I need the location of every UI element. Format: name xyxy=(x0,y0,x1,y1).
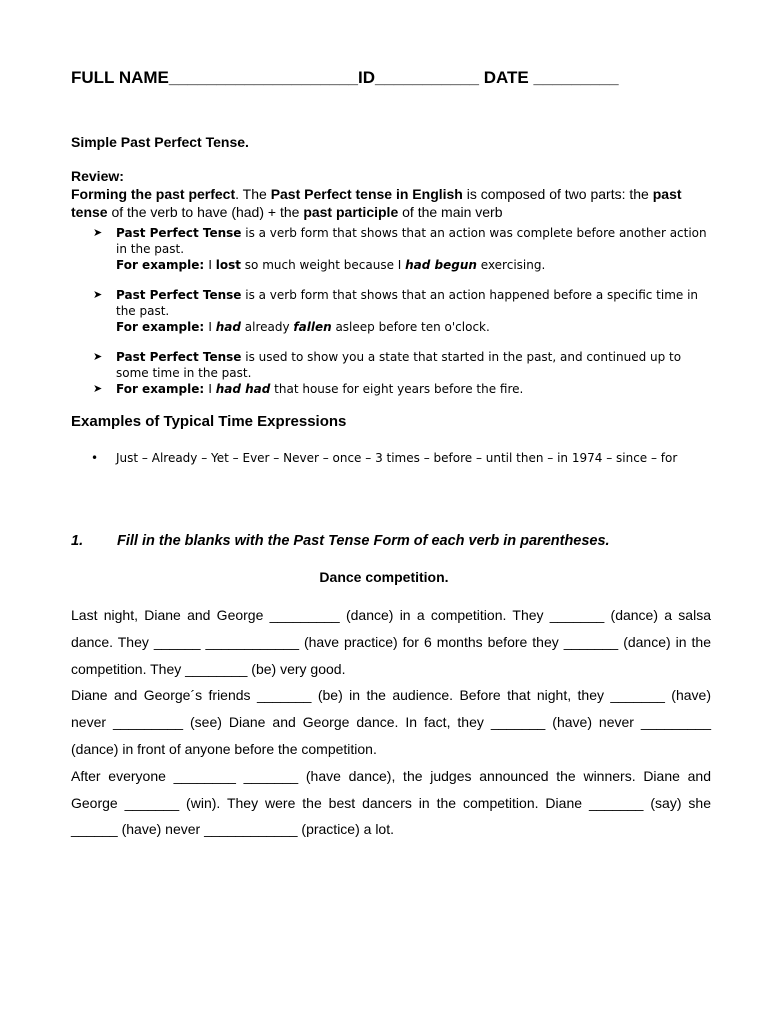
arrowhead-bullet-icon: ➤ xyxy=(93,226,103,239)
arrowhead-bullet-icon: ➤ xyxy=(93,288,103,301)
text-run: of the verb to have (had) + the xyxy=(107,204,304,220)
rule-item xyxy=(71,381,716,397)
rule-line xyxy=(116,287,716,319)
text-run: I xyxy=(208,258,216,272)
text-run: exercising. xyxy=(476,258,546,272)
text-run: I xyxy=(208,320,216,334)
lesson-title: Simple Past Perfect Tense. xyxy=(71,134,249,150)
text-run: already xyxy=(240,320,294,334)
text-run: Past Perfect Tense xyxy=(116,288,242,302)
text-run: had begun xyxy=(405,258,477,272)
text-run: . The xyxy=(235,186,271,202)
text-run: of the main verb xyxy=(398,204,503,220)
text-run: Past Perfect tense in English xyxy=(270,186,463,202)
text-run: is used to show you a state that started in the past, and continued up to some time in the past. xyxy=(116,350,682,380)
text-run: so much weight because I xyxy=(240,258,406,272)
text-run: had xyxy=(215,320,241,334)
id-field: ID___________ xyxy=(358,68,480,87)
review-intro xyxy=(71,185,711,221)
text-run: For example: xyxy=(116,258,209,272)
review-label: Review: xyxy=(71,168,124,184)
story-text xyxy=(71,602,711,843)
rule-line xyxy=(116,381,716,397)
text-run: Past Perfect Tense xyxy=(116,226,242,240)
text-run: had had xyxy=(215,382,271,396)
story-paragraph: Last night, Diane and George _________ (dance) in a competition. They _______ (dance) a salsa dance. They ______ ____________ (have practice) for 6 months before they _______ (dance) in the competition. They ________ (be) very good. xyxy=(71,607,711,677)
exercise-instruction xyxy=(71,533,610,549)
full-name-field: FULL NAME____________________ xyxy=(71,68,358,87)
text-run: past tense xyxy=(71,186,682,220)
rule-line xyxy=(116,349,716,381)
arrowhead-bullet-icon: ➤ xyxy=(93,382,103,395)
rule-list xyxy=(71,225,716,397)
rule-line xyxy=(116,225,716,257)
story-paragraph: After everyone ________ _______ (have dance), the judges announced the winners. Diane and George _______ (win). They were the best dancers in the competition. Diane _______ (say) she ______ (have) never ____________ (practice) a lot. xyxy=(71,767,711,838)
arrowhead-bullet-icon: ➤ xyxy=(93,350,103,363)
time-expressions-list xyxy=(71,450,716,466)
exercise-number: 1. xyxy=(71,533,84,549)
text-run: is a verb form that shows that an action happened before a specific time in the past. xyxy=(116,288,699,318)
time-expression-text: Just – Already – Yet – Ever – Never – once – 3 times – before – until then – in 1974 – since – for xyxy=(116,451,678,465)
text-run: Past Perfect Tense xyxy=(116,350,242,364)
date-field: DATE _________ xyxy=(483,68,619,87)
text-run: I xyxy=(208,382,216,396)
dot-bullet-icon: • xyxy=(91,451,99,465)
rule-line xyxy=(116,319,716,335)
time-expression-item xyxy=(71,450,716,466)
student-info-header xyxy=(71,68,619,88)
text-run: For example: xyxy=(116,382,209,396)
text-run: past participle xyxy=(303,204,399,220)
text-run: is composed of two parts: the xyxy=(462,186,653,202)
exercise-instruction-text: Fill in the blanks with the Past Tense Form of each verb in parentheses. xyxy=(117,533,610,549)
rule-item xyxy=(71,349,716,381)
text-run: Forming the past perfect xyxy=(71,186,236,202)
time-expressions-heading: Examples of Typical Time Expressions xyxy=(71,413,347,430)
text-run: fallen xyxy=(293,320,332,334)
text-run: is a verb form that shows that an action was complete before another action in the past. xyxy=(116,226,707,256)
story-paragraph: Diane and George´s friends _______ (be) in the audience. Before that night, they _______ (have) never _________ (see) Diane and George dance. In fact, they _______ (have) never _________ (dance) in front of anyone before the competition. xyxy=(71,687,711,757)
rule-item xyxy=(71,287,716,335)
rule-line xyxy=(116,257,716,273)
rule-item xyxy=(71,225,716,273)
text-run: asleep before ten o'clock. xyxy=(331,320,490,334)
text-run: lost xyxy=(215,258,241,272)
story-title: Dance competition. xyxy=(319,569,449,585)
text-run: that house for eight years before the fire. xyxy=(270,382,524,396)
text-run: For example: xyxy=(116,320,209,334)
